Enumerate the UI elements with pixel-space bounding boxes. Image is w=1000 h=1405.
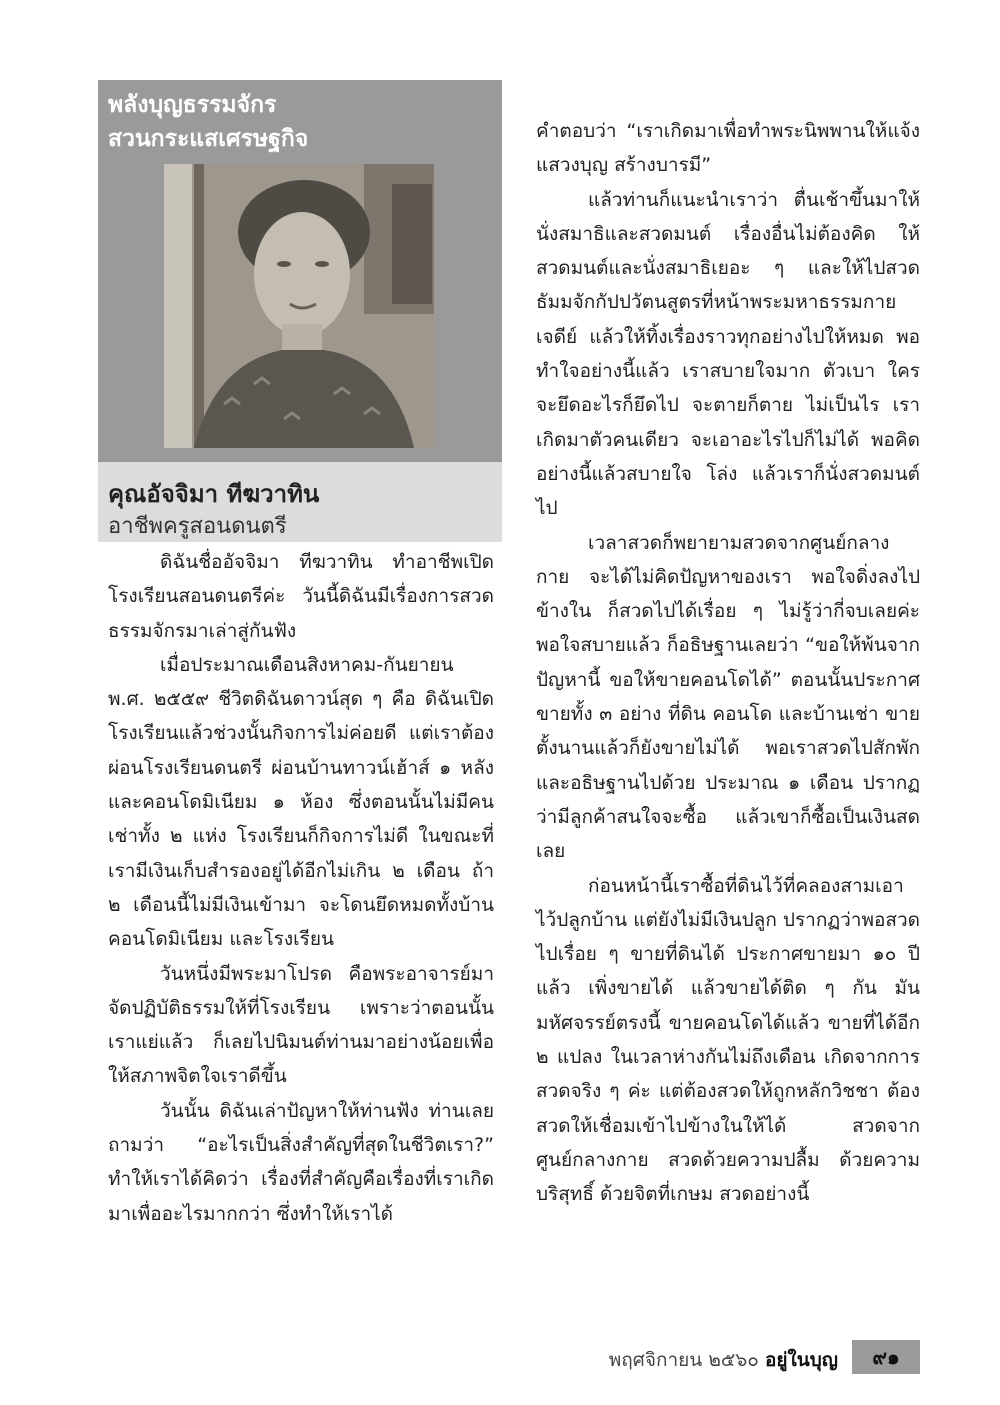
right-text-column	[536, 114, 920, 1212]
interviewee-occupation: อาชีพครูสอนดนตรี	[108, 514, 287, 539]
portrait-photo	[164, 164, 434, 448]
portrait-illustration	[164, 164, 434, 448]
paragraph: วันหนึ่งมีพระมาโปรด คือพระอาจารย์มาจัดปฏิบัติธรรมให้ที่โรงเรียน เพราะว่าตอนนั้นเราแย่แล้ว ก็เลยไปนิมนต์ท่านมาอย่างน้อยเพื่อให้สภาพจิตใจเราดีขึ้น	[108, 962, 494, 1088]
left-text-column	[108, 545, 494, 1231]
photo-caption	[98, 462, 502, 542]
paragraph: เมื่อประมาณเดือนสิงหาคม-กันยายน พ.ศ. ๒๕๕๙ ชีวิตดิฉันดาวน์สุด ๆ คือ ดิฉันเปิดโรงเรียนแล้วช่วงนั้นกิจการไม่ค่อยดี แต่เราต้องผ่อนโรงเรียนดนตรี ผ่อนบ้านทาวน์เฮ้าส์ ๑ หลัง และคอนโดมิเนียม ๑ ห้อง ซึ่งตอนนั้นไม่มีคนเช่าทั้ง ๒ แห่ง โรงเรียนก็กิจการไม่ดี ในขณะที่เรามีเงินเก็บสำรองอยู่ได้อีกไม่เกิน ๒ เดือน ถ้า ๒ เดือนนี้ไม่มีเงินเข้ามา จะโดนยึดหมดทั้งบ้าน คอนโดมิเนียม และโรงเรียน	[108, 653, 494, 951]
footer-issue-info	[609, 1345, 838, 1375]
page-number: ๙๑	[852, 1340, 920, 1374]
paragraph: ดิฉันชื่ออัจจิมา ทีฆวาทิน ทำอาชีพเปิดโรงเรียนสอนดนตรีค่ะ วันนี้ดิฉันมีเรื่องการสวดธรรมจักรมาเล่าสู่กันฟัง	[108, 551, 494, 642]
paragraph: วันนั้น ดิฉันเล่าปัญหาให้ท่านฟัง ท่านเลยถามว่า “อะไรเป็นสิ่งสำคัญที่สุดในชีวิตเรา?” ทำให้เราได้คิดว่า เรื่องที่สำคัญคือเรื่องที่เราเกิดมาเพื่ออะไรมากกว่า ซึ่งทำให้เราได้	[108, 1099, 494, 1225]
interviewee-name: คุณอัจจิมา ทีฆวาทิน	[108, 480, 320, 508]
paragraph: แล้วท่านก็แนะนำเราว่า ตื่นเช้าขึ้นมาให้นั่งสมาธิและสวดมนต์ เรื่องอื่นไม่ต้องคิด ให้สวดมนต์และนั่งสมาธิเยอะ ๆ และให้ไปสวดธัมมจักกัปปวัตนสูตรที่หน้าพระมหาธรรมกายเจดีย์ แล้วให้ทิ้งเรื่องราวทุกอย่างไปให้หมด พอทำใจอย่างนี้แล้ว เราสบายใจมาก ตัวเบา ใครจะยึดอะไรก็ยึดไป จะตายก็ตาย ไม่เป็นไร เราเกิดมาตัวคนเดียว จะเอาอะไรไปก็ไม่ได้ พอคิดอย่างนี้แล้วสบายใจ โล่ง แล้วเราก็นั่งสวดมนต์ไป	[536, 188, 920, 520]
paragraph: ก่อนหน้านี้เราซื้อที่ดินไว้ที่คลองสามเอาไว้ปลูกบ้าน แต่ยังไม่มีเงินปลูก ปรากฏว่าพอสวดไปเรื่อย ๆ ขายที่ดินได้ ประกาศขายมา ๑๐ ปีแล้ว เพิ่งขายได้ แล้วขายได้ติด ๆ กัน มันมหัศจรรย์ตรงนี้ ขายคอนโดได้แล้ว ขายที่ได้อีก ๒ แปลง ในเวลาห่างกันไม่ถึงเดือน เกิดจากการสวดจริง ๆ ค่ะ แต่ต้องสวดให้ถูกหลักวิชชา ต้องสวดให้เชื่อมเข้าไปข้างในให้ได้ สวดจากศูนย์กลางกาย สวดด้วยความปลื้ม ด้วยความบริสุทธิ์ ด้วยจิตที่เกษม สวดอย่างนี้	[536, 874, 920, 1206]
footer-issue-date: พฤศจิกายน ๒๕๖๐	[608, 1349, 759, 1371]
paragraph: เวลาสวดก็พยายามสวดจากศูนย์กลางกาย จะได้ไม่คิดปัญหาของเรา พอใจดิ่งลงไปข้างใน ก็สวดไปได้เรื่อย ๆ ไม่รู้ว่ากี่จบเลยค่ะ พอใจสบายแล้ว ก็อธิษฐานเลยว่า “ขอให้พ้นจากปัญหานี้ ขอให้ขายคอนโดได้” ตอนนั้นประกาศขายทั้ง ๓ อย่าง ที่ดิน คอนโด และบ้านเช่า ขายตั้งนานแล้วก็ยังขายไม่ได้ พอเราสวดไปสักพักและอธิษฐานไปด้วย ประมาณ ๑ เดือน ปรากฏว่ามีลูกค้าสนใจจะซื้อ แล้วเขาก็ซื้อเป็นเงินสดเลย	[536, 531, 920, 863]
page-footer	[560, 1340, 920, 1374]
article-title-line-2: สวนกระแสเศรษฐกิจ	[108, 126, 309, 152]
paragraph: คำตอบว่า “เราเกิดมาเพื่อทำพระนิพพานให้แจ้ง แสวงบุญ สร้างบารมี”	[536, 120, 920, 177]
article-title-line-1: พลังบุญธรรมจักร	[108, 92, 277, 118]
footer-magazine-name: อยู่ในบุญ	[764, 1349, 838, 1371]
article-header-panel	[98, 80, 502, 462]
